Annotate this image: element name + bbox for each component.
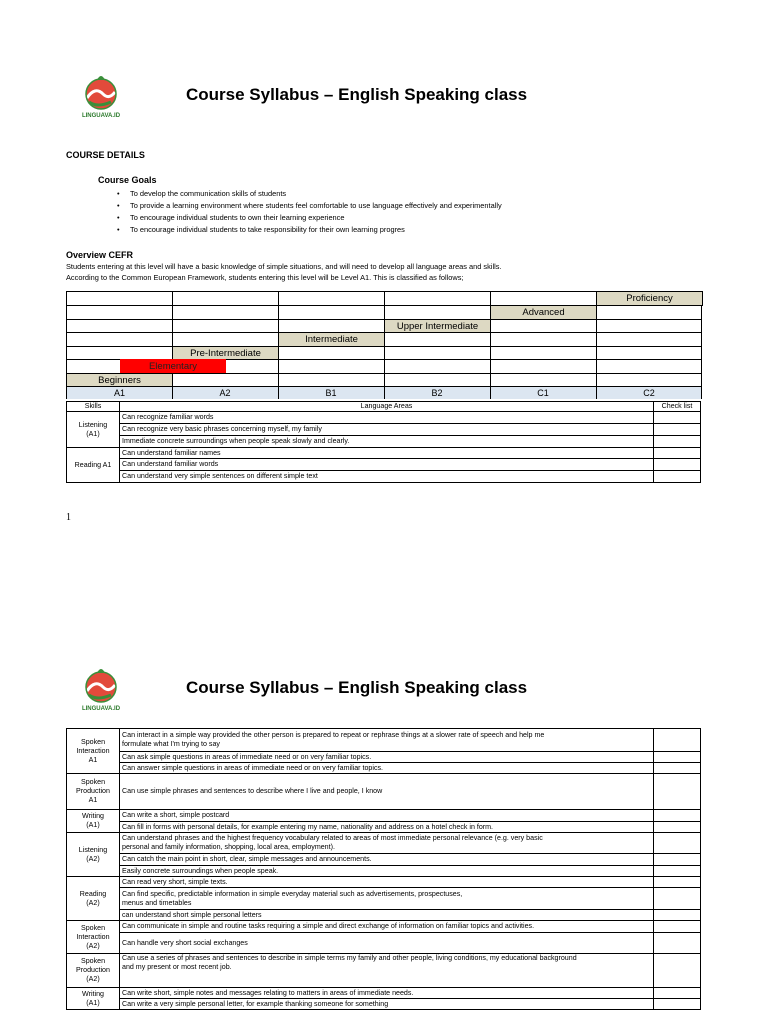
language-area-cell: Can understand familiar names [120, 448, 654, 459]
axis-c2: C2 [643, 387, 655, 398]
check-cell[interactable] [654, 459, 701, 471]
col-header-check-list: Check list [654, 402, 701, 412]
check-cell[interactable] [654, 763, 701, 774]
skill-cell: Spoken Interaction (A2) [67, 921, 120, 954]
skill-cell: Listening (A2) [67, 833, 120, 877]
skill-cell: Spoken Interaction A1 [67, 729, 120, 774]
language-area-cell: Can catch the main point in short, clear, simple messages and announcements. [120, 854, 654, 866]
col-header-skills: Skills [67, 402, 120, 412]
level-proficiency: Proficiency [596, 291, 703, 306]
goal-item: • To encourage individual students to take responsibility for their own learning progres [117, 224, 502, 236]
language-area-cell: Immediate concrete surroundings when people speak slowly and clearly. [120, 436, 654, 448]
page-number: 1 [66, 512, 71, 523]
language-area-cell: Easily concrete surroundings when people speak. [120, 866, 654, 877]
level-elementary: Elementary [120, 359, 226, 373]
check-cell[interactable] [654, 988, 701, 999]
svg-text:LINGUAVA.ID: LINGUAVA.ID [81, 113, 121, 119]
check-cell[interactable] [654, 729, 701, 752]
linguava-logo [77, 72, 125, 124]
overview-heading: Overview CEFR [66, 250, 134, 260]
skill-cell: Reading A1 [67, 448, 120, 483]
language-area-cell: Can write short, simple notes and messages relating to matters in areas of immediate needs. [120, 988, 654, 999]
axis-c1: C1 [537, 387, 549, 398]
goal-item: • To develop the communication skills of students [117, 188, 502, 200]
language-area-cell: Can handle very short social exchanges [120, 933, 654, 954]
language-area-cell: Can use simple phrases and sentences to describe where I live and people, I know [120, 774, 654, 810]
page-title: Course Syllabus – English Speaking class [186, 678, 528, 697]
goal-item: • To provide a learning environment where students feel comfortable to use language effectively and experimentally [117, 200, 502, 212]
language-area-cell: Can understand phrases and the highest frequency vocabulary related to areas of most immediate personal relevance (e.g. very basic personal and family information, shopping, local area, employment). [120, 833, 654, 854]
language-area-cell: Can answer simple questions in areas of immediate need or on very familiar topics. [120, 763, 654, 774]
check-cell[interactable] [654, 954, 701, 988]
linguava-logo [77, 665, 125, 717]
svg-text:LINGUAVA.ID: LINGUAVA.ID [81, 706, 121, 712]
check-cell[interactable] [654, 854, 701, 866]
level-advanced: Advanced [490, 305, 597, 320]
language-area-cell: Can fill in forms with personal details, for example entering my name, nationality and address on a hotel check in form. [120, 822, 654, 833]
axis-a1: A1 [113, 387, 125, 398]
check-cell[interactable] [654, 471, 701, 483]
check-cell[interactable] [654, 774, 701, 810]
axis-b1: B1 [325, 387, 337, 398]
overview-line-1: Students entering at this level will have a basic knowledge of simple situations, and will need to develop all language areas and skills. [66, 262, 502, 271]
check-cell[interactable] [654, 910, 701, 921]
check-cell[interactable] [654, 888, 701, 910]
check-cell[interactable] [654, 866, 701, 877]
level-beginners: Beginners [66, 373, 173, 387]
language-area-cell: Can find specific, predictable information in simple everyday material such as advertisements, prospectuses, menus and timetables [120, 888, 654, 910]
check-cell[interactable] [654, 822, 701, 833]
language-area-cell: Can write a short, simple postcard [120, 810, 654, 822]
language-area-cell: Can interact in a simple way provided the other person is prepared to repeat or rephrase things at a slower rate of speech and help me formulate what I'm trying to say [120, 729, 654, 752]
language-area-cell: Can recognize familiar words [120, 412, 654, 424]
check-cell[interactable] [654, 436, 701, 448]
check-cell[interactable] [654, 752, 701, 763]
language-area-cell: Can write a very simple personal letter, for example thanking someone for something [120, 999, 654, 1010]
goal-item: • To encourage individual students to own their learning experience [117, 212, 502, 224]
axis-b2: B2 [431, 387, 443, 398]
check-cell[interactable] [654, 810, 701, 822]
skill-cell: Spoken Production (A2) [67, 954, 120, 988]
skill-cell: Listening (A1) [67, 412, 120, 448]
check-cell[interactable] [654, 448, 701, 459]
language-area-cell: Can understand very simple sentences on different simple text [120, 471, 654, 483]
language-area-cell: Can recognize very basic phrases concerning myself, my family [120, 424, 654, 436]
language-area-cell: Can use a series of phrases and sentences to describe in simple terms my family and other people, living conditions, my educational background and my present or most recent job. [120, 954, 654, 988]
language-area-cell: Can communicate in simple and routine tasks requiring a simple and direct exchange of information on familiar topics and activities. [120, 921, 654, 933]
check-cell[interactable] [654, 999, 701, 1010]
skill-cell: Writing (A1) [67, 810, 120, 833]
check-cell[interactable] [654, 424, 701, 436]
overview-line-2: According to the Common European Framework, students entering this level will be Level A1. This is classified as follows; [66, 273, 464, 282]
skill-cell: Spoken Production A1 [67, 774, 120, 810]
skills-table-1 [66, 401, 701, 483]
cefr-grid [66, 291, 702, 399]
language-area-cell: can understand short simple personal letters [120, 910, 654, 921]
skills-table-2 [66, 728, 701, 1010]
check-cell[interactable] [654, 921, 701, 933]
language-area-cell: Can understand familiar words [120, 459, 654, 471]
course-goals-list [117, 188, 502, 236]
level-upper-intermediate: Upper Intermediate [384, 319, 491, 333]
course-goals-heading: Course Goals [98, 175, 157, 185]
col-header-language-areas: Language Areas [120, 402, 654, 412]
page-title: Course Syllabus – English Speaking class [186, 85, 528, 104]
skill-cell: Writing (A1) [67, 988, 120, 1010]
check-cell[interactable] [654, 412, 701, 424]
level-pre-intermediate: Pre-Intermediate [172, 346, 279, 360]
course-details-heading: COURSE DETAILS [66, 150, 145, 160]
level-intermediate: Intermediate [278, 332, 385, 347]
check-cell[interactable] [654, 833, 701, 854]
skill-cell: Reading (A2) [67, 877, 120, 921]
axis-a2: A2 [219, 387, 231, 398]
check-cell[interactable] [654, 877, 701, 888]
language-area-cell: Can read very short, simple texts. [120, 877, 654, 888]
language-area-cell: Can ask simple questions in areas of immediate need or on very familiar topics. [120, 752, 654, 763]
check-cell[interactable] [654, 933, 701, 954]
